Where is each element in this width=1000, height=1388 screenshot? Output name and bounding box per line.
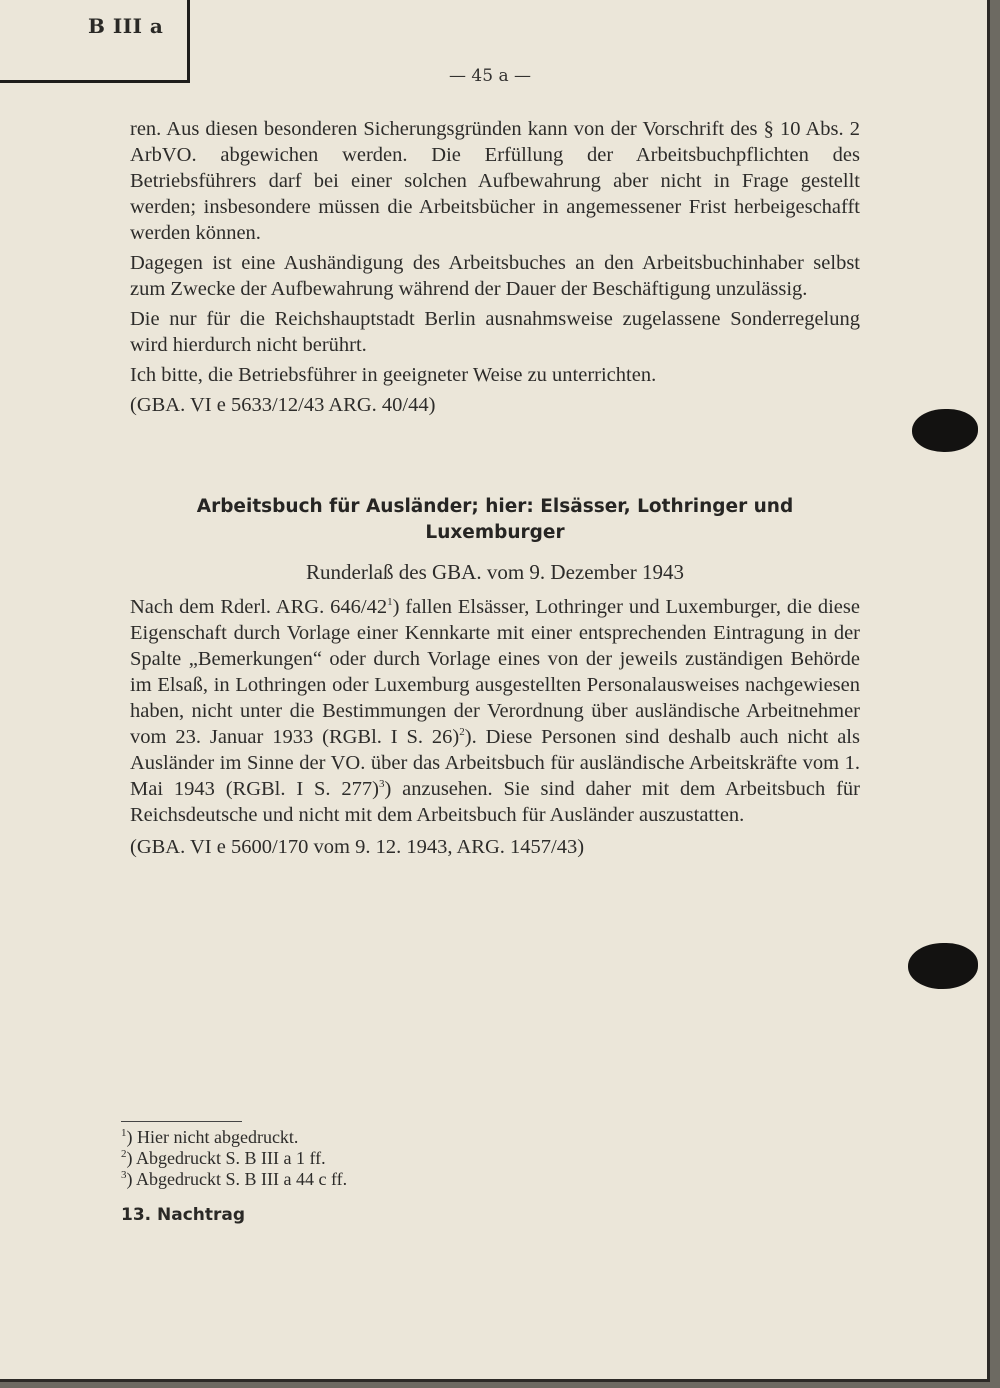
paragraph	[130, 594, 860, 828]
supplement-label: 13. Nachtrag	[121, 1205, 246, 1225]
punch-hole	[908, 943, 978, 989]
footnote-marker: 3	[378, 778, 385, 791]
footnote-divider	[121, 1121, 242, 1122]
reference: (GBA. VI e 5600/170 vom 9. 12. 1943, ARG. 1457/43)	[130, 836, 585, 858]
paragraph: ren. Aus diesen besonderen Sicherungsgründen kann von der Vorschrift des § 10 Abs. 2 ArbVO. abgewichen werden. Die Erfüllung der Arbeitsbuchpflichten des Betriebsführers darf bei einer solchen Aufbewahrung aber nicht in Frage gestellt werden; insbesondere müssen die Arbeitsbücher in angemessener Frist herbeigeschafft werden können.	[130, 118, 860, 244]
continuation-text	[130, 116, 860, 422]
section-body	[130, 594, 860, 864]
page-number: — 45 a —	[449, 66, 531, 86]
paragraph: Dagegen ist eine Aushändigung des Arbeitsbuches an den Arbeitsbuchinhaber selbst zum Zwecke der Aufbewahrung während der Dauer der Beschäftigung unzulässig.	[130, 252, 860, 300]
footnote-text: ) Abgedruckt S. B III a 1 ff.	[126, 1148, 326, 1168]
footnote-marker: 1	[121, 1127, 127, 1139]
footnote-marker: 2	[121, 1148, 127, 1160]
footnote-marker: 3	[121, 1169, 127, 1181]
footnote-marker: 2	[459, 726, 465, 739]
footnote-text: ) Abgedruckt S. B III a 44 c ff.	[126, 1169, 348, 1189]
body-text-segment: ) anzusehen. Sie sind daher mit dem Arbeitsbuch für Reichsdeutsche und nicht mit dem Arbeitsbuch für Ausländer auszustatten.	[130, 778, 860, 826]
footnote	[121, 1127, 347, 1148]
body-text-segment: ). Diese Personen sind deshalb auch nicht als Ausländer im Sinne der VO. über das Arbeitsbuch für ausländische Arbeitskräfte vom 1. Mai 1943 (RGBl. I S. 277)	[130, 726, 860, 800]
paragraph: Die nur für die Reichshauptstadt Berlin ausnahmsweise zugelassene Sonderregelung wird hierdurch nicht berührt.	[130, 308, 860, 356]
body-text-segment: Nach dem Rderl. ARG. 646/42	[130, 596, 388, 618]
body-text-segment: ) fallen Elsässer, Lothringer und Luxemburger, die diese Eigenschaft durch Vorlage einer Kennkarte mit einer entsprechenden Eintragung in der Spalte „Bemerkungen“ oder durch Vorlage eines von der jeweils zuständigen Behörde im Elsaß, in Lothringen oder Luxemburg ausgestellten Personalausweises nachgewiesen haben, nicht unter die Bestimmungen der Verordnung über ausländische Arbeitnehmer vom 23. Januar 1933 (RGBl. I S. 26)	[130, 596, 860, 748]
footnote	[121, 1169, 347, 1190]
punch-hole	[912, 409, 978, 452]
section-subtitle: Runderlaß des GBA. vom 9. Dezember 1943	[306, 560, 684, 584]
reference: (GBA. VI e 5633/12/43 ARG. 40/44)	[130, 394, 436, 416]
paragraph: Ich bitte, die Betriebsführer in geeigneter Weise zu unterrichten.	[130, 364, 657, 386]
footnote-text: ) Hier nicht abgedruckt.	[126, 1127, 299, 1147]
section-title: Arbeitsbuch für Ausländer; hier: Elsässer, Lothringer und Luxemburger	[196, 496, 794, 543]
footnote-marker: 1	[387, 596, 393, 609]
footnote	[121, 1148, 347, 1169]
footnotes	[121, 1127, 347, 1190]
section-label: B III a	[88, 14, 164, 38]
